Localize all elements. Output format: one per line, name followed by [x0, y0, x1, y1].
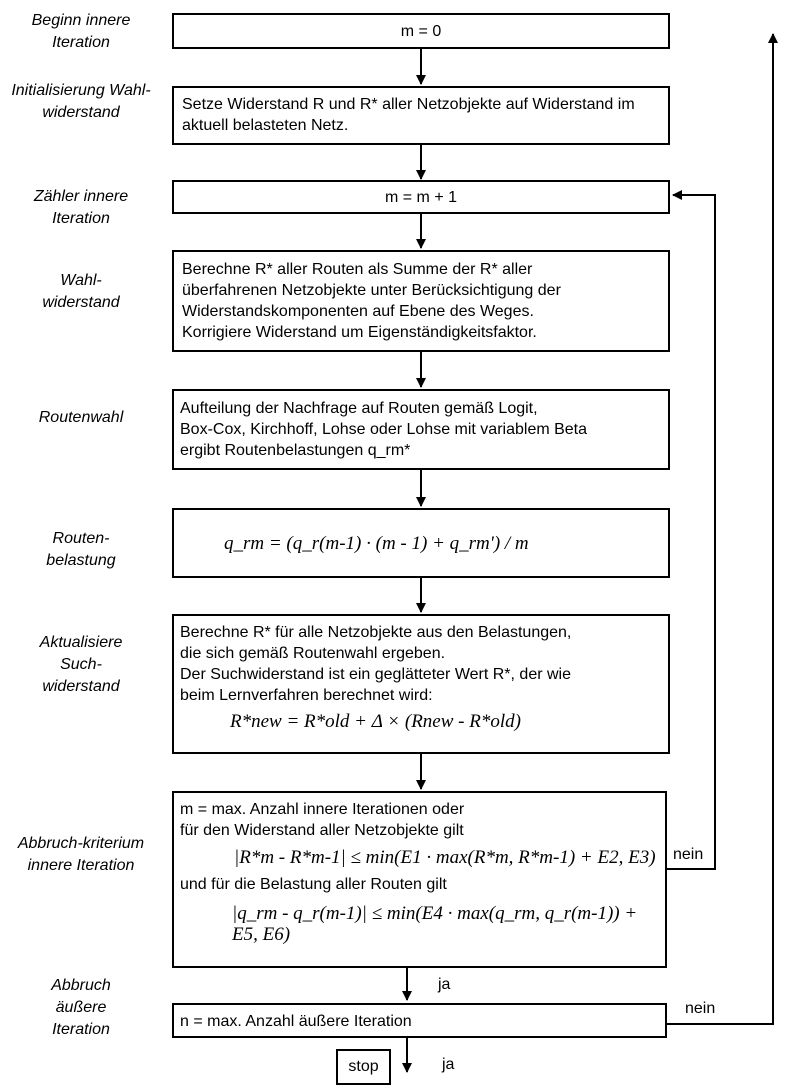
- label-abbruch-aussen: Abbruch äußere Iteration: [51, 977, 111, 1038]
- label-routenbelastung: Routen-belastung: [46, 530, 116, 569]
- label-zaehler: Zähler innere Iteration: [33, 188, 129, 227]
- box-aktualisiere: [172, 614, 670, 754]
- formula-e2: |q_rm - q_r(m-1)| ≤ min(E4 · max(q_rm, q_r(m-1)) + E5, E6): [232, 903, 638, 945]
- edge-label-nein-inner: nein: [673, 846, 704, 863]
- box-increment: [172, 180, 670, 214]
- label-routenwahl: Routenwahl: [38, 409, 124, 426]
- routenwahl-line-3: ergibt Routenbelastungen q_rm*: [180, 442, 411, 459]
- routenwahl-line-2: Box-Cox, Kirchhoff, Lohse oder Lohse mit variablem Beta: [180, 421, 588, 438]
- formula-r: R*new = R*old + Δ × (Rnew - R*old): [230, 711, 521, 732]
- edge-label-nein-outer: nein: [685, 1000, 716, 1017]
- wahl-line-2: überfahrenen Netzobjekte unter Berücksichtigung der: [182, 282, 561, 299]
- wahl-line-3: Widerstandskomponenten auf Ebene des Weges.: [182, 303, 534, 320]
- edge-label-ja-inner: ja: [438, 976, 451, 993]
- label-aktualisiere: Aktualisiere Such-widerstand: [39, 634, 123, 695]
- inc-text: m = m + 1: [384, 188, 458, 206]
- box-init: [172, 86, 670, 145]
- wahl-line-4: Korrigiere Widerstand um Eigenständigkeitsfaktor.: [182, 324, 537, 341]
- box-abbruch-innen: [172, 791, 667, 968]
- akt-line-4: beim Lernverfahren berechnet wird:: [180, 687, 433, 704]
- abbruch-line-1: m = max. Anzahl innere Iterationen oder: [180, 801, 465, 818]
- abbruch-line-3: und für die Belastung aller Routen gilt: [180, 876, 447, 893]
- formula-e1: |R*m - R*m-1| ≤ min(E1 · max(R*m, R*m-1) + E2, E3): [234, 847, 656, 868]
- box-m0: [172, 13, 670, 49]
- outer-text: n = max. Anzahl äußere Iteration: [180, 1013, 412, 1030]
- box-abbruch-aussen: [172, 1003, 667, 1038]
- box-routenbelastung: [172, 508, 670, 578]
- edge-label-ja-outer: ja: [442, 1056, 455, 1073]
- stop-text: stop: [348, 1058, 379, 1075]
- stop-box: [336, 1049, 391, 1085]
- routenwahl-line-1: Aufteilung der Nachfrage auf Routen gemäß Logit,: [180, 400, 538, 417]
- label-beginn: Beginn innere Iteration: [31, 12, 131, 51]
- akt-line-1: Berechne R* für alle Netzobjekte aus den Belastungen,: [180, 624, 572, 641]
- box-wahlwiderstand: [172, 250, 670, 352]
- label-wahl: Wahl-widerstand: [42, 272, 120, 311]
- label-abbruch-innen: Abbruch-kriterium innere Iteration: [17, 835, 145, 874]
- init-text: Setze Widerstand R und R* aller Netzobjekte auf Widerstand im aktuell belasteten Netz.: [182, 96, 635, 134]
- loop-inner: [667, 195, 715, 869]
- box-routenwahl: [172, 389, 670, 470]
- m0-text: m = 0: [400, 22, 442, 40]
- formula-q: q_rm = (q_r(m-1) · (m - 1) + q_rm') / m: [224, 532, 529, 554]
- akt-line-3: Der Suchwiderstand ist ein geglätteter Wert R*, der wie: [180, 666, 571, 683]
- akt-line-2: die sich gemäß Routenwahl ergeben.: [180, 645, 446, 662]
- label-init: Initialisierung Wahl-widerstand: [11, 82, 151, 121]
- loop-outer: [667, 34, 773, 1024]
- wahl-line-1: Berechne R* aller Routen als Summe der R* aller: [182, 261, 533, 278]
- abbruch-line-2: für den Widerstand aller Netzobjekte gilt: [180, 822, 464, 839]
